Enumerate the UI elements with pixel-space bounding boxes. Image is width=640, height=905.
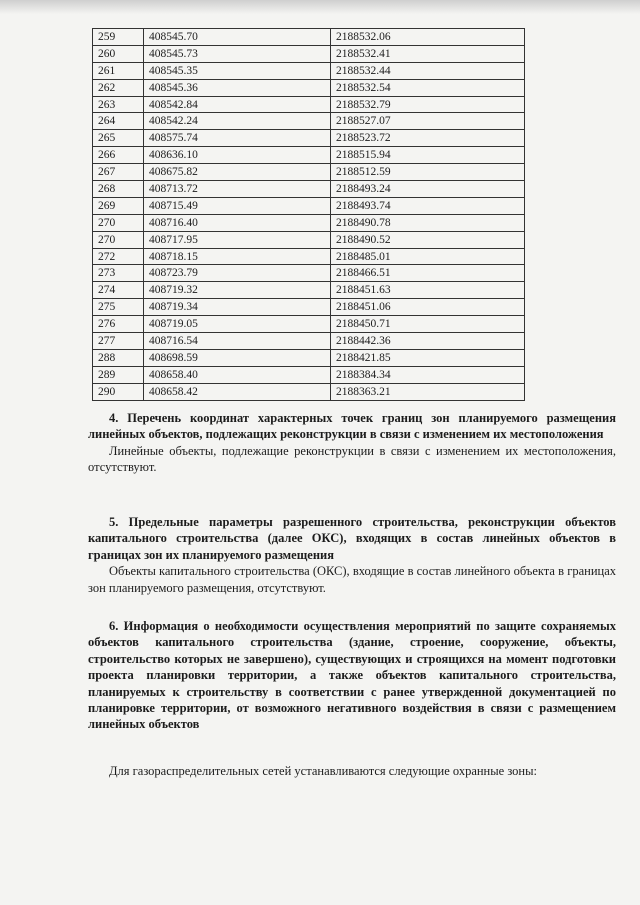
point-number-cell: 261 xyxy=(93,62,144,79)
x-coordinate-cell: 408545.36 xyxy=(144,79,331,96)
table-row xyxy=(93,349,525,366)
x-coordinate-cell: 408545.35 xyxy=(144,62,331,79)
table-row xyxy=(93,316,525,333)
x-coordinate-cell: 408719.32 xyxy=(144,282,331,299)
x-coordinate-cell: 408675.82 xyxy=(144,164,331,181)
point-number-cell: 262 xyxy=(93,79,144,96)
point-number-cell: 274 xyxy=(93,282,144,299)
y-coordinate-cell: 2188384.34 xyxy=(331,366,525,383)
point-number-cell: 270 xyxy=(93,231,144,248)
point-number-cell: 288 xyxy=(93,349,144,366)
point-number-cell: 276 xyxy=(93,316,144,333)
coordinates-table-body xyxy=(93,29,525,401)
section-6-heading: 6. Информация о необходимости осуществления мероприятий по защите сохраняемых объектов капитального строительства (здание, строение, сооружение, объекты, строительство которых не завершено), существующих и строящихся на момент подготовки проекта планировки территории, а также объектов капитального строительства, планируемых к строительству в соответствии с ранее утвержденной документацией по планировке территории, от возможного негативного воздействия в связи с размещением линейных объектов xyxy=(88,619,616,732)
x-coordinate-cell: 408717.95 xyxy=(144,231,331,248)
table-row xyxy=(93,248,525,265)
y-coordinate-cell: 2188466.51 xyxy=(331,265,525,282)
table-row xyxy=(93,147,525,164)
x-coordinate-cell: 408718.15 xyxy=(144,248,331,265)
table-row xyxy=(93,214,525,231)
table-row xyxy=(93,29,525,46)
section-4-heading: 4. Перечень координат характерных точек границ зон планируемого размещения линейных объектов, подлежащих реконструкции в связи с изменением их местоположения xyxy=(88,411,616,442)
section-4-text: Линейные объекты, подлежащие реконструкции в связи с изменением их местоположения, отсутствуют. xyxy=(88,443,616,475)
point-number-cell: 267 xyxy=(93,164,144,181)
section-5-heading: 5. Предельные параметры разрешенного строительства, реконструкции объектов капитального строительства (далее ОКС), входящих в состав линейных объектов в границах зон их планируемого размещения xyxy=(88,515,616,562)
y-coordinate-cell: 2188493.24 xyxy=(331,181,525,198)
section-5 xyxy=(88,514,616,596)
table-row xyxy=(93,366,525,383)
point-number-cell: 272 xyxy=(93,248,144,265)
x-coordinate-cell: 408716.54 xyxy=(144,333,331,350)
section-6-text: Для газораспределительных сетей устанавливаются следующие охранные зоны: xyxy=(109,764,537,778)
x-coordinate-cell: 408723.79 xyxy=(144,265,331,282)
table-row xyxy=(93,197,525,214)
y-coordinate-cell: 2188527.07 xyxy=(331,113,525,130)
point-number-cell: 277 xyxy=(93,333,144,350)
table-row xyxy=(93,45,525,62)
table-row xyxy=(93,265,525,282)
point-number-cell: 265 xyxy=(93,130,144,147)
coordinates-table xyxy=(92,28,525,401)
x-coordinate-cell: 408542.24 xyxy=(144,113,331,130)
y-coordinate-cell: 2188490.52 xyxy=(331,231,525,248)
y-coordinate-cell: 2188493.74 xyxy=(331,197,525,214)
point-number-cell: 268 xyxy=(93,181,144,198)
y-coordinate-cell: 2188363.21 xyxy=(331,383,525,400)
point-number-cell: 264 xyxy=(93,113,144,130)
section-6-paragraph xyxy=(88,763,616,779)
x-coordinate-cell: 408713.72 xyxy=(144,181,331,198)
point-number-cell: 266 xyxy=(93,147,144,164)
x-coordinate-cell: 408636.10 xyxy=(144,147,331,164)
x-coordinate-cell: 408716.40 xyxy=(144,214,331,231)
table-row xyxy=(93,164,525,181)
point-number-cell: 290 xyxy=(93,383,144,400)
y-coordinate-cell: 2188532.41 xyxy=(331,45,525,62)
y-coordinate-cell: 2188523.72 xyxy=(331,130,525,147)
x-coordinate-cell: 408698.59 xyxy=(144,349,331,366)
x-coordinate-cell: 408715.49 xyxy=(144,197,331,214)
y-coordinate-cell: 2188451.06 xyxy=(331,299,525,316)
x-coordinate-cell: 408542.84 xyxy=(144,96,331,113)
table-row xyxy=(93,62,525,79)
table-row xyxy=(93,299,525,316)
x-coordinate-cell: 408719.05 xyxy=(144,316,331,333)
y-coordinate-cell: 2188515.94 xyxy=(331,147,525,164)
point-number-cell: 260 xyxy=(93,45,144,62)
y-coordinate-cell: 2188421.85 xyxy=(331,349,525,366)
table-row xyxy=(93,130,525,147)
y-coordinate-cell: 2188450.71 xyxy=(331,316,525,333)
table-row xyxy=(93,96,525,113)
section-6 xyxy=(88,618,616,733)
point-number-cell: 289 xyxy=(93,366,144,383)
section-4 xyxy=(88,410,616,476)
table-row xyxy=(93,282,525,299)
y-coordinate-cell: 2188532.79 xyxy=(331,96,525,113)
x-coordinate-cell: 408719.34 xyxy=(144,299,331,316)
y-coordinate-cell: 2188532.44 xyxy=(331,62,525,79)
x-coordinate-cell: 408658.40 xyxy=(144,366,331,383)
table-row xyxy=(93,79,525,96)
x-coordinate-cell: 408575.74 xyxy=(144,130,331,147)
table-row xyxy=(93,333,525,350)
y-coordinate-cell: 2188451.63 xyxy=(331,282,525,299)
point-number-cell: 263 xyxy=(93,96,144,113)
table-row xyxy=(93,181,525,198)
scan-edge xyxy=(0,0,640,14)
table-row xyxy=(93,383,525,400)
point-number-cell: 273 xyxy=(93,265,144,282)
y-coordinate-cell: 2188442.36 xyxy=(331,333,525,350)
table-row xyxy=(93,113,525,130)
y-coordinate-cell: 2188485.01 xyxy=(331,248,525,265)
point-number-cell: 259 xyxy=(93,29,144,46)
y-coordinate-cell: 2188512.59 xyxy=(331,164,525,181)
y-coordinate-cell: 2188532.54 xyxy=(331,79,525,96)
x-coordinate-cell: 408658.42 xyxy=(144,383,331,400)
table-row xyxy=(93,231,525,248)
x-coordinate-cell: 408545.70 xyxy=(144,29,331,46)
point-number-cell: 269 xyxy=(93,197,144,214)
y-coordinate-cell: 2188490.78 xyxy=(331,214,525,231)
section-5-text: Объекты капитального строительства (ОКС), входящие в состав линейного объекта в границах зон планируемого размещения, отсутствуют. xyxy=(88,564,616,595)
point-number-cell: 275 xyxy=(93,299,144,316)
y-coordinate-cell: 2188532.06 xyxy=(331,29,525,46)
x-coordinate-cell: 408545.73 xyxy=(144,45,331,62)
point-number-cell: 270 xyxy=(93,214,144,231)
